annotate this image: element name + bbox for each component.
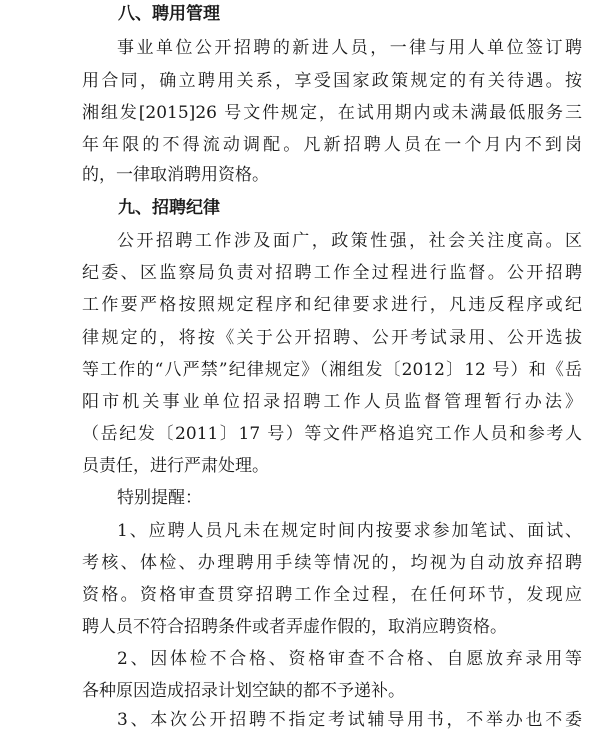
notice-item2-line-1: 2、因体检不合格、资格审查不合格、自愿放弃录用等 [117, 649, 582, 669]
section9-line-4: 律规定的，将按《关于公开招聘、公开考试录用、公开选拔 [82, 328, 582, 348]
section8-line-3: 湘组发[2015]26 号文件规定，在试用期内或未满最低服务三 [82, 103, 582, 123]
section9-line-7: （岳纪发〔2011〕17 号）等文件严格追究工作人员和参考人 [82, 424, 582, 444]
notice-item2-line-2: 各种原因造成招录计划空缺的都不予递补。 [82, 681, 405, 701]
section9-line-3: 工作要严格按照规定程序和纪律要求进行，凡违反程序或纪 [82, 295, 582, 315]
section9-line-1: 公开招聘工作涉及面广，政策性强，社会关注度高。区 [117, 231, 582, 251]
section8-heading: 八、聘用管理 [118, 4, 220, 24]
notice-label: 特别提醒： [117, 488, 202, 508]
notice-item3-line-1: 3、本次公开招聘不指定考试辅导用书，不举办也不委 [117, 710, 582, 730]
section9-line-8: 员责任，进行严肃处理。 [82, 456, 269, 476]
section9-line-2: 纪委、区监察局负责对招聘工作全过程进行监督。公开招聘 [82, 263, 582, 283]
section9-line-6: 阳市机关事业单位招录招聘工作人员监督管理暂行办法》 [82, 392, 582, 412]
notice-item1-line-3: 资格。资格审查贯穿招聘工作全过程，在任何环节，发现应 [82, 585, 582, 605]
section8-line-4: 年年限的不得流动调配。凡新招聘人员在一个月内不到岗 [82, 135, 582, 155]
section9-line-5: 等工作的“八严禁”纪律规定》（湘组发〔2012〕12 号）和《岳 [82, 360, 582, 380]
section9-heading: 九、招聘纪律 [118, 198, 220, 218]
section8-line-2: 用合同，确立聘用关系，享受国家政策规定的有关待遇。按 [82, 71, 582, 91]
section8-line-1: 事业单位公开招聘的新进人员，一律与用人单位签订聘 [117, 38, 582, 58]
notice-item1-line-2: 考核、体检、办理聘用手续等情况的，均视为自动放弃招聘 [82, 553, 582, 573]
notice-item1-line-4: 聘人员不符合招聘条件或者弄虚作假的，取消应聘资格。 [82, 617, 507, 637]
notice-item1-line-1: 1、应聘人员凡未在规定时间内按要求参加笔试、面试、 [117, 521, 582, 541]
section8-line-5: 的，一律取消聘用资格。 [82, 165, 269, 185]
